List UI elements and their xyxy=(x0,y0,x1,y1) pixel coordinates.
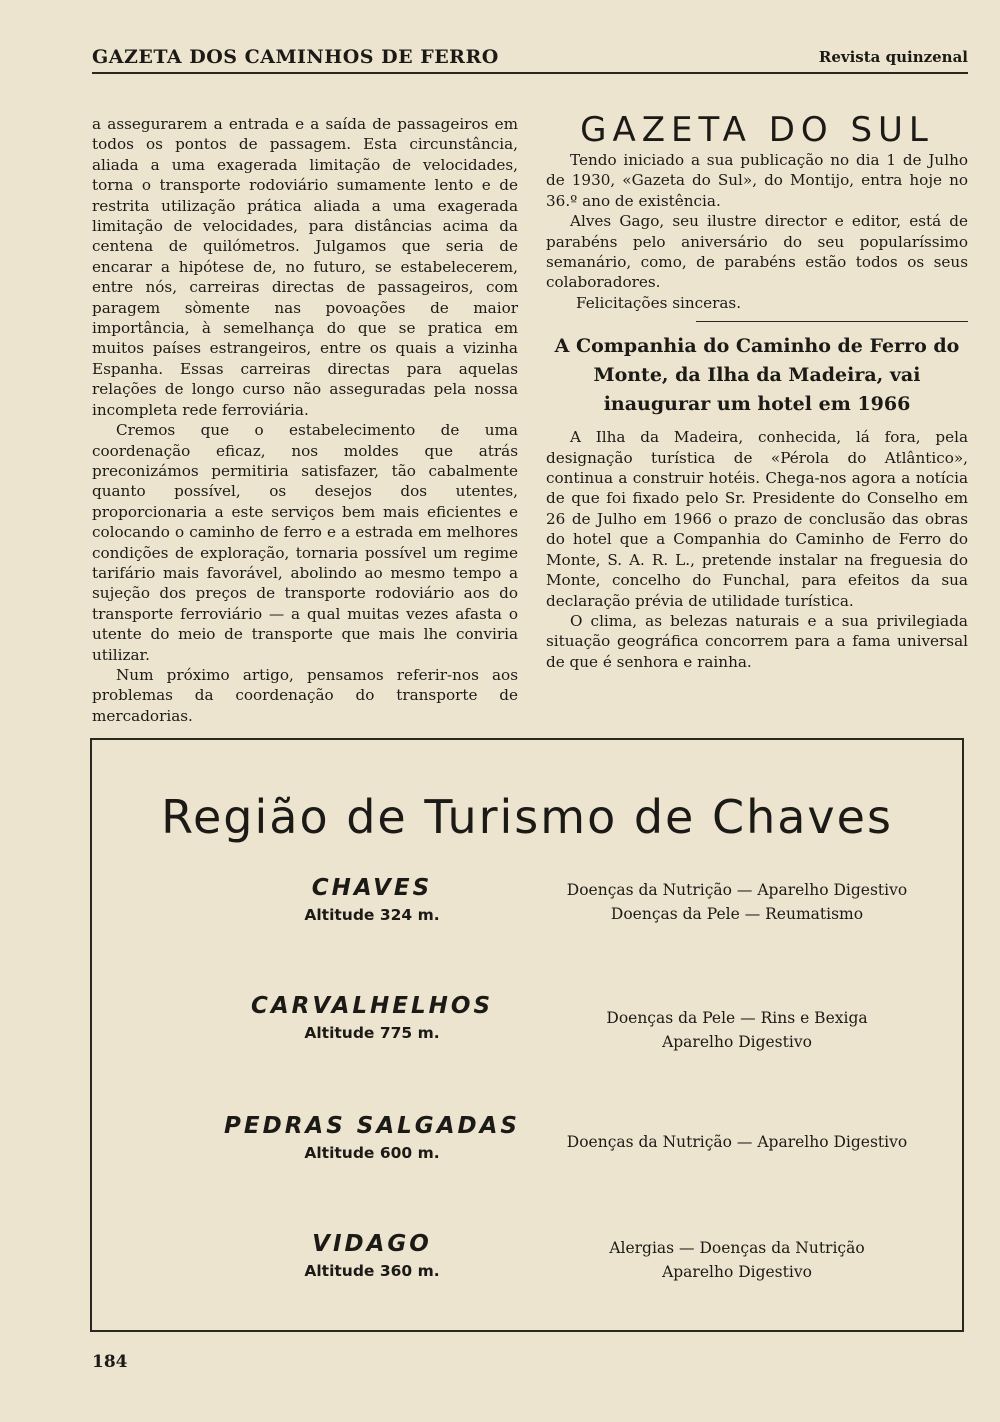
advert-title: Região de Turismo de Chaves xyxy=(161,790,893,844)
cure-line: Aparelho Digestivo xyxy=(662,1033,812,1051)
place-vidago-cures xyxy=(532,1236,942,1284)
article-paragraph: a assegurarem a entrada e a saída de passageiros em todos os pontos de passagem. Esta circunstância, aliada a uma exagerada limitação de velocidades, torna o transporte rodoviário sumamente lento e de restrita utilização prática aliada a uma exagerada limitação de velocidades, para distâncias acima da centena de quilómetros. Julgamos que seria de encarar a hipótese de, no futuro, se estabelecerem, entre nós, carreiras directas de passageiros, com paragem sòmente nas povoações de maior importância, à semelhança do que se pratica em muitos países estrangeiros, entre os quais a vizinha Espanha. Essas carreiras directas para aquelas relações de longo curso não asseguradas pela nossa incompleta rede ferroviária. xyxy=(92,115,518,419)
place-carvalhelhos-cures xyxy=(532,1006,942,1054)
cure-line: Doenças da Nutrição — Aparelho Digestivo xyxy=(566,881,908,899)
place-carvalhelhos xyxy=(212,992,532,1046)
place-chaves xyxy=(212,874,532,928)
journal-title: GAZETA DOS CAMINHOS DE FERRO xyxy=(92,46,499,68)
cure-line: Doenças da Nutrição — Aparelho Digestivo xyxy=(566,1133,908,1151)
hotel-article-paragraph: O clima, as belezas naturais e a sua privilegiada situação geográfica concorrem para a fama universal de que é senhora e rainha. xyxy=(546,611,968,671)
tourism-advert xyxy=(90,738,964,1332)
place-name: CHAVES xyxy=(311,875,433,901)
left-column-article xyxy=(92,114,518,726)
place-pedras-salgadas-cures xyxy=(532,1130,942,1154)
cure-line: Doenças da Pele — Rins e Bexiga xyxy=(606,1009,868,1027)
journal-subtitle: Revista quinzenal xyxy=(818,48,968,66)
place-chaves-cures xyxy=(532,878,942,926)
right-column xyxy=(546,110,968,672)
article-paragraph: Cremos que o estabelecimento de uma coordenação eficaz, nos moldes que atrás preconizámos permitiria satisfazer, tão cabalmente quanto possível, os desejos dos utentes, proporcionaria a este serviços bem mais eficientes e colocando o caminho de ferro e a estrada em melhores condições de exploração, tornaria possível um regime tarifário mais favorável, abolindo ao mesmo tempo a sujeção dos preços de transporte rodoviário aos do transporte ferroviário — a qual muitas vezes afasta o utente do meio de transporte que mais lhe conviria utilizar. xyxy=(92,421,518,664)
page-header xyxy=(92,42,968,74)
gazeta-sul-title: GAZETA DO SUL xyxy=(580,110,934,150)
place-altitude: Altitude 360 m. xyxy=(304,1262,440,1280)
gazeta-sul-paragraph: Alves Gago, seu ilustre director e editor, está de parabéns pelo aniversário do seu popularíssimo semanário, como, de parabéns estão todos os seus colaboradores. xyxy=(546,212,968,292)
place-name: CARVALHELHOS xyxy=(250,993,494,1019)
place-vidago xyxy=(212,1230,532,1284)
gazeta-sul-closing: Felicitações sinceras. xyxy=(576,293,742,312)
cure-line: Doenças da Pele — Reumatismo xyxy=(610,905,864,923)
place-name: PEDRAS SALGADAS xyxy=(224,1113,520,1139)
place-name: VIDAGO xyxy=(312,1231,432,1257)
cure-line: Alergias — Doenças da Nutrição xyxy=(609,1239,865,1257)
article-paragraph: Num próximo artigo, pensamos referir-nos aos problemas da coordenação do transporte de mercadorias. xyxy=(92,665,518,725)
place-altitude: Altitude 600 m. xyxy=(304,1144,440,1162)
hotel-article-title: A Companhia do Caminho de Ferro do Monte, da Ilha da Madeira, vai inaugurar um hotel em 1966 xyxy=(554,335,960,416)
place-altitude: Altitude 775 m. xyxy=(304,1024,440,1042)
cure-line: Aparelho Digestivo xyxy=(662,1263,812,1281)
section-divider xyxy=(696,321,968,322)
page-number: 184 xyxy=(92,1352,128,1372)
gazeta-sul-paragraph: Tendo iniciado a sua publicação no dia 1 de Julho de 1930, «Gazeta do Sul», do Montijo, entra hoje no 36.º ano de existência. xyxy=(546,151,968,210)
hotel-article-paragraph: A Ilha da Madeira, conhecida, lá fora, pela designação turística de «Pérola do Atlântico», continua a construir hotéis. Chega-nos agora a notícia de que foi fixado pelo Sr. Presidente do Conselho em 26 de Julho em 1966 o prazo de conclusão das obras do hotel que a Companhia do Caminho de Ferro do Monte, S. A. R. L., pretende instalar na freguesia do Monte, concelho do Funchal, para efeitos da sua declaração prévia de utilidade turística. xyxy=(546,428,968,610)
place-altitude: Altitude 324 m. xyxy=(304,906,440,924)
place-pedras-salgadas xyxy=(212,1112,532,1166)
